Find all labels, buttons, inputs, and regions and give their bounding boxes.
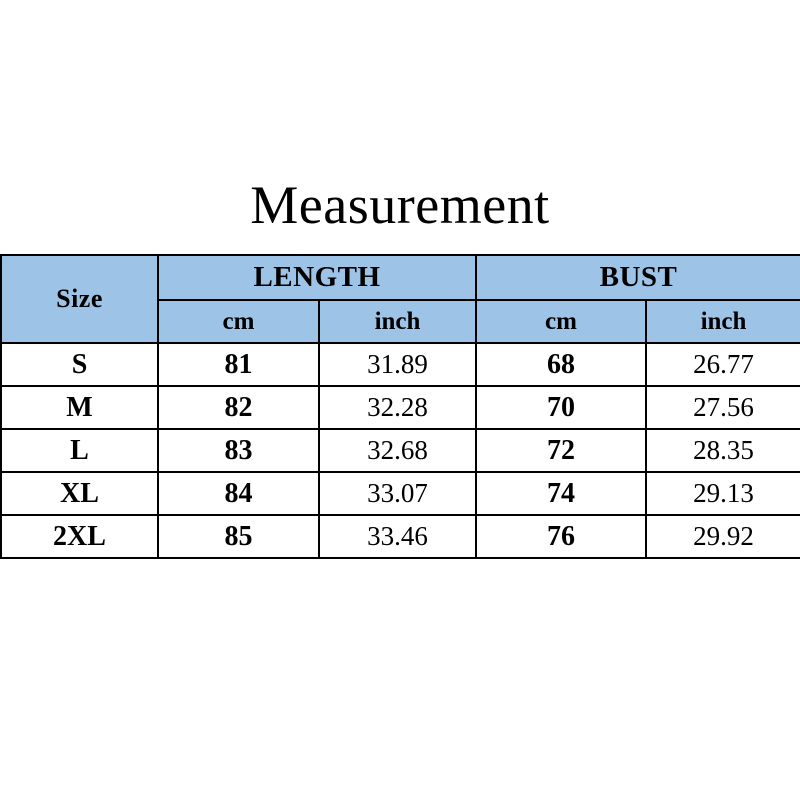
cell-bust-cm: 72: [476, 429, 646, 472]
column-header-bust-cm: cm: [476, 300, 646, 343]
cell-length-cm: 84: [158, 472, 319, 515]
table-row: [1, 429, 800, 472]
cell-length-inch: 33.07: [319, 472, 476, 515]
cell-bust-inch: 29.13: [646, 472, 800, 515]
cell-length-inch: 33.46: [319, 515, 476, 558]
cell-length-cm: 82: [158, 386, 319, 429]
cell-bust-inch: 26.77: [646, 343, 800, 386]
table-row: [1, 472, 800, 515]
cell-length-cm: 81: [158, 343, 319, 386]
cell-length-inch: 31.89: [319, 343, 476, 386]
column-header-length-inch: inch: [319, 300, 476, 343]
table-header: [1, 255, 800, 343]
cell-length-inch: 32.68: [319, 429, 476, 472]
cell-bust-inch: 28.35: [646, 429, 800, 472]
table-row: [1, 343, 800, 386]
size-measurement-table: [0, 254, 800, 559]
cell-bust-cm: 70: [476, 386, 646, 429]
cell-bust-inch: 29.92: [646, 515, 800, 558]
table-row: [1, 515, 800, 558]
page-title: Measurement: [0, 152, 800, 254]
table-body: [1, 343, 800, 558]
measurement-sheet: [0, 152, 800, 559]
cell-bust-cm: 74: [476, 472, 646, 515]
cell-size: L: [1, 429, 158, 472]
cell-length-inch: 32.28: [319, 386, 476, 429]
column-group-bust: BUST: [476, 255, 800, 300]
column-header-length-cm: cm: [158, 300, 319, 343]
cell-size: M: [1, 386, 158, 429]
cell-bust-cm: 68: [476, 343, 646, 386]
table-header-row-groups: [1, 255, 800, 300]
cell-length-cm: 83: [158, 429, 319, 472]
column-group-length: LENGTH: [158, 255, 476, 300]
cell-size: 2XL: [1, 515, 158, 558]
cell-length-cm: 85: [158, 515, 319, 558]
column-header-size: Size: [1, 255, 158, 343]
cell-size: S: [1, 343, 158, 386]
cell-bust-inch: 27.56: [646, 386, 800, 429]
cell-size: XL: [1, 472, 158, 515]
column-header-bust-inch: inch: [646, 300, 800, 343]
cell-bust-cm: 76: [476, 515, 646, 558]
table-row: [1, 386, 800, 429]
